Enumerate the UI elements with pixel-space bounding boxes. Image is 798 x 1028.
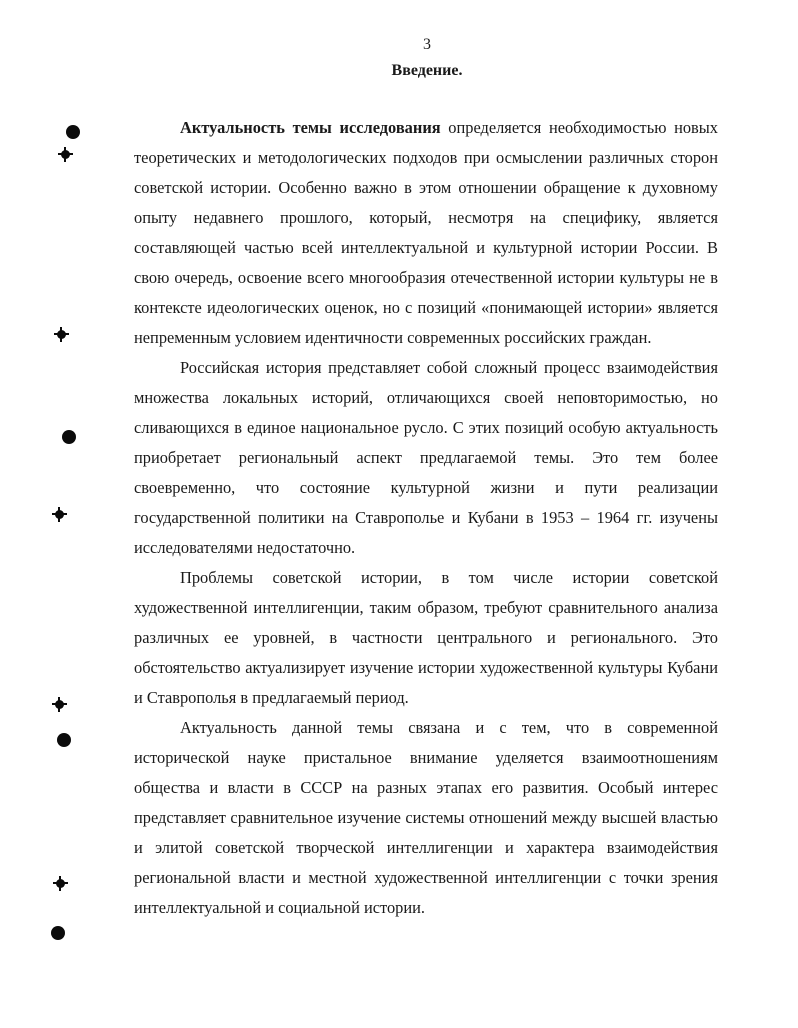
paragraph-lead: Актуальность темы исследования (180, 118, 441, 137)
page-title: Введение. (391, 62, 463, 79)
paragraph-text: определяется необходимостью новых теоретических и методологических подходов при осмыслении различных сторон советской истории. Особенно важно в этом отношении обращение к духовному опыту недавнего прошлого, который, несмотря на специфику, является составляющей частью всей интеллектуальной и культурной истории России. В свою очередь, освоение всего многообразия отечественной истории культуры не в контексте идеологических оценок, но с позиций «понимающей истории» является непременным условием идентичности современных российских граждан. (134, 118, 718, 347)
binder-hole-icon (57, 733, 71, 747)
page-number: 3 (423, 36, 431, 53)
binder-hole-icon (56, 879, 65, 888)
paragraph: Российская история представляет собой сложный процесс взаимодействия множества локальных историй, отличающихся своей неповторимостью, но сливающихся в единое национальное русло. С этих позиций особую актуальность приобретает региональный аспект предлагаемой темы. Это тем более своевременно, что состояние культурной жизни и пути реализации государственной политики на Ставрополье и Кубани в 1953 – 1964 гг. изучены исследователями недостаточно. (134, 358, 718, 557)
paragraph: Актуальность данной темы связана и с тем, что в современной исторической науке пристальное внимание уделяется взаимоотношениям общества и власти в СССР на разных этапах его развития. Особый интерес представляет сравнительное изучение системы отношений между высшей властью и элитой советской творческой интеллигенции и характера взаимодействия региональной власти и местной художественной интеллигенции с точки зрения интеллектуальной и социальной истории. (134, 718, 718, 917)
binder-hole-icon (51, 926, 65, 940)
paragraph: Проблемы советской истории, в том числе истории советской художественной интеллигенции, таким образом, требуют сравнительного анализа различных ее уровней, в частности центрального и регионального. Это обстоятельство актуализирует изучение истории художественной культуры Кубани и Ставрополья в предлагаемый период. (134, 568, 718, 707)
body-text (134, 113, 718, 923)
binder-hole-icon (57, 330, 66, 339)
binder-hole-icon (66, 125, 80, 139)
binder-hole-icon (55, 510, 64, 519)
binder-hole-icon (61, 150, 70, 159)
binder-hole-icon (62, 430, 76, 444)
binder-hole-icon (55, 700, 64, 709)
paragraph (134, 113, 718, 353)
